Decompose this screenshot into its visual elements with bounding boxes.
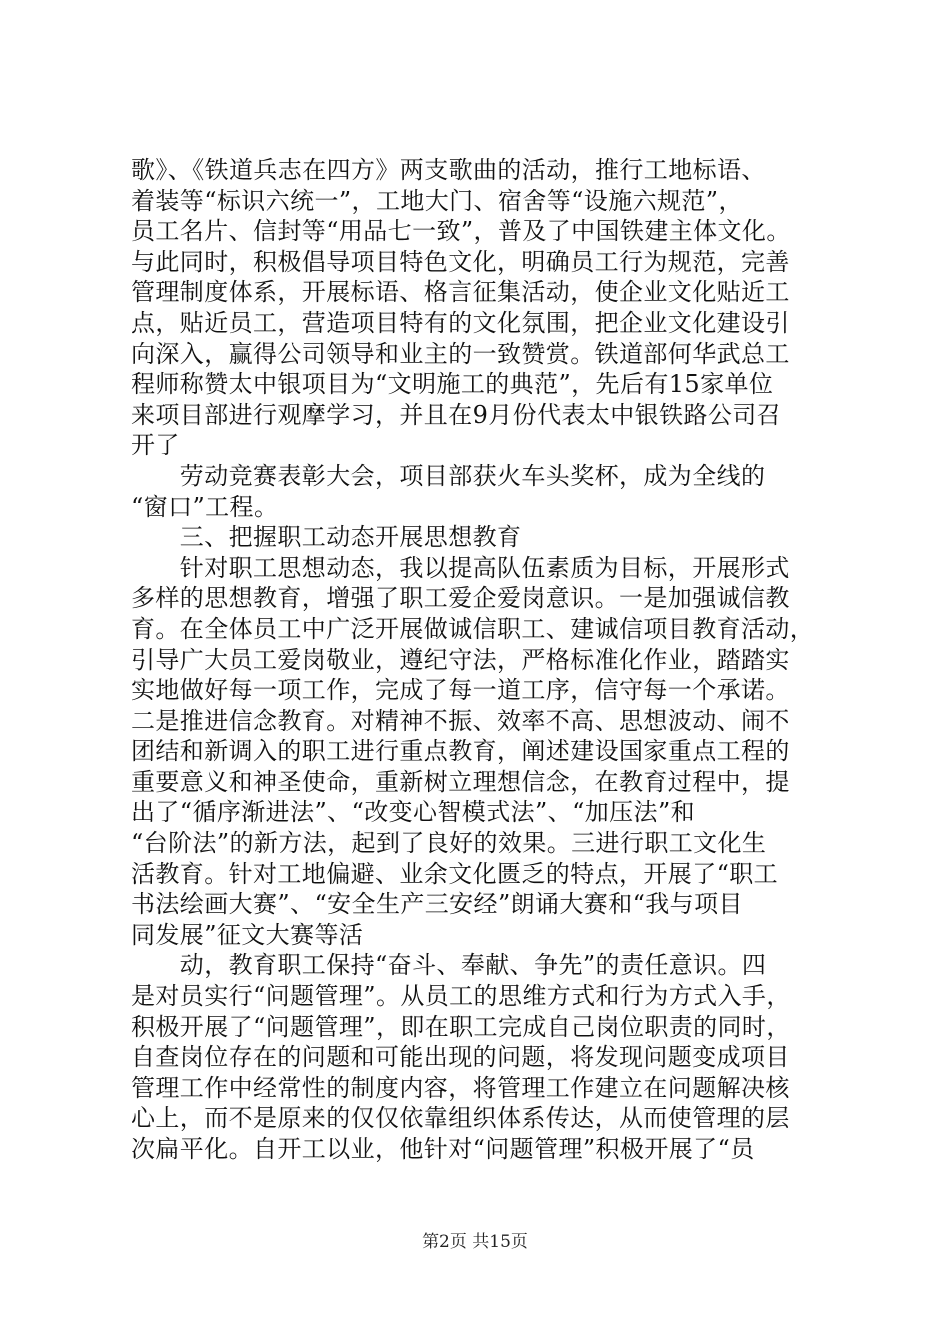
text-line: 管理制度体系，开展标语、格言征集活动，使企业文化贴近工 — [131, 278, 790, 307]
text-line: 育。在全体员工中广泛开展做诚信职工、建诚信项目教育活动， — [131, 614, 815, 643]
text-line: 实地做好每一项工作，完成了每一道工序，信守每一个承诺。 — [131, 676, 790, 705]
text-line: 书法绘画大赛”、“安全生产三安经”朗诵大赛和“我与项目 — [131, 890, 743, 919]
text-line: 心上，而不是原来的仅仅依靠组织体系传达，从而使管理的层 — [131, 1104, 790, 1133]
text-line: 引导广大员工爱岗敬业，遵纪守法，严格标准化作业，踏踏实 — [131, 645, 790, 674]
text-line: “窗口”工程。 — [131, 492, 279, 521]
text-line: “台阶法”的新方法，起到了良好的效果。三进行职工文化生 — [131, 829, 767, 858]
text-line: 开了 — [131, 431, 180, 460]
text-line: 与此同时，积极倡导项目特色文化，明确员工行为规范，完善 — [131, 247, 790, 276]
text-line: 同发展”征文大赛等活 — [131, 920, 364, 949]
text-line: 动，教育职工保持“奋斗、奉献、争先”的责任意识。四 — [131, 951, 767, 980]
text-line: 针对职工思想动态，我以提高队伍素质为目标，开展形式 — [131, 553, 790, 582]
text-line: 程师称赞太中银项目为“文明施工的典范”，先后有15家单位 — [131, 370, 774, 399]
text-line: 自查岗位存在的问题和可能出现的问题，将发现问题变成项目 — [131, 1043, 790, 1072]
text-line: 积极开展了“问题管理”，即在职工完成自己岗位职责的同时， — [131, 1012, 791, 1041]
text-line: 活教育。针对工地偏避、业余文化匮乏的特点，开展了“职工 — [131, 859, 779, 888]
text-line: 二是推进信念教育。对精神不振、效率不高、思想波动、闹不 — [131, 706, 790, 735]
text-line: 员工名片、信封等“用品七一致”，普及了中国铁建主体文化。 — [131, 217, 791, 246]
text-line: 劳动竞赛表彰大会，项目部获火车头奖杯，成为全线的 — [131, 461, 766, 490]
text-line: 歌》、《铁道兵志在四方》两支歌曲的活动，推行工地标语、 — [131, 156, 766, 184]
body-text — [131, 155, 841, 1165]
text-line: 次扁平化。自开工以业，他针对“问题管理”积极开展了“员 — [131, 1135, 755, 1163]
text-line: 管理工作中经常性的制度内容，将管理工作建立在问题解决核 — [131, 1073, 790, 1102]
text-line: 重要意义和神圣使命，重新树立理想信念，在教育过程中，提 — [131, 767, 790, 796]
text-line: 着装等“标识六统一”，工地大门、宿舍等“设施六规范”， — [131, 186, 743, 215]
section-heading: 三、把握职工动态开展思想教育 — [131, 523, 522, 552]
text-line: 是对员实行“问题管理”。从员工的思维方式和行为方式入手， — [131, 982, 791, 1011]
text-line: 出了“循序渐进法”、“改变心智模式法”、“加压法”和 — [131, 798, 696, 827]
text-line: 来项目部进行观摩学习，并且在9月份代表太中银铁路公司召 — [131, 400, 782, 429]
text-line: 多样的思想教育，增强了职工爱企爱岗意识。一是加强诚信教 — [131, 584, 790, 613]
text-line: 团结和新调入的职工进行重点教育，阐述建设国家重点工程的 — [131, 737, 790, 766]
text-line: 向深入，赢得公司领导和业主的一致赞赏。铁道部何华武总工 — [131, 339, 790, 368]
page-number-footer: 第2页 共15页 — [422, 1232, 528, 1252]
text-line: 点，贴近员工，营造项目特有的文化氛围，把企业文化建设引 — [131, 308, 790, 337]
